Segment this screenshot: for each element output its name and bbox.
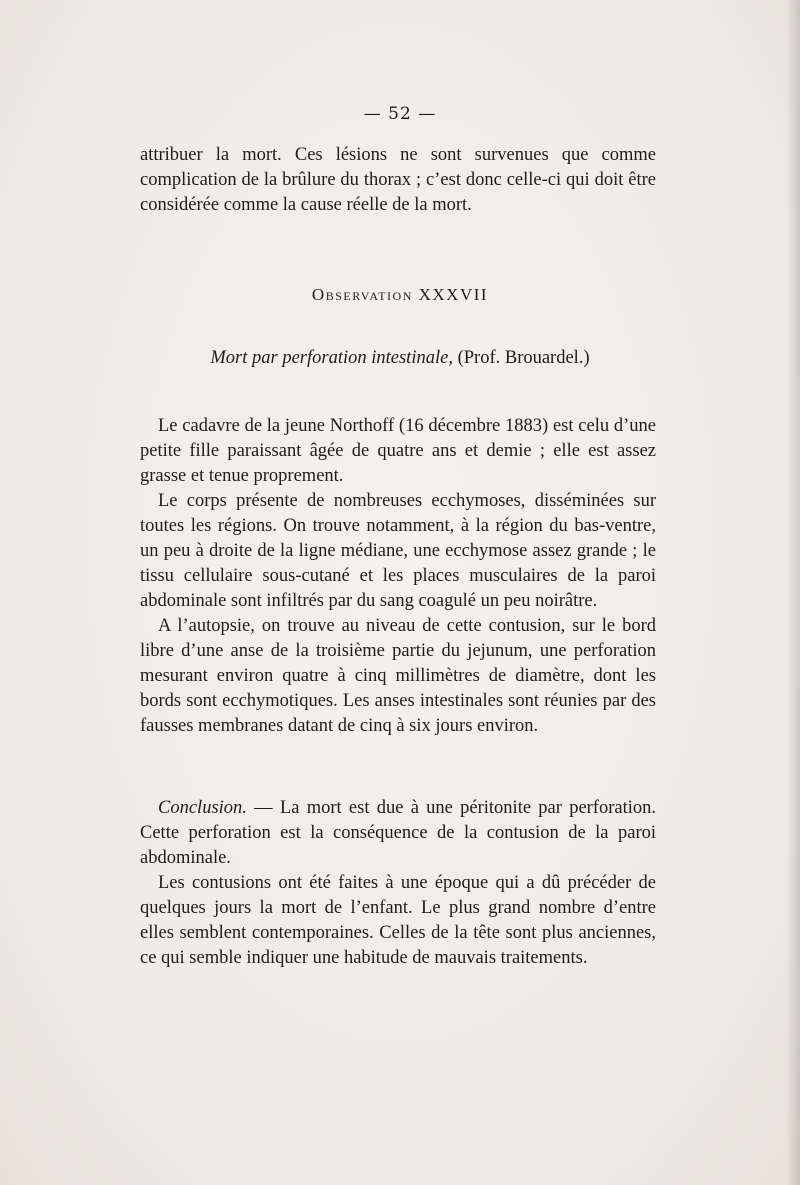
body-paragraph: Le cadavre de la jeune Northoff (16 décembre 1883) est celu d’une petite fille paraissant âgée de quatre ans et demie ; elle est assez grasse et tenue proprement. [140,416,656,486]
final-paragraph: Les contusions ont été faites à une époque qui a dû précéder de quelques jours la mort de l’enfant. Le plus grand nombre d’entre elles semblent contemporaines. Celles de la tête sont plus anciennes, ce qui semble indiquer une habitude de mauvais traitements. [140,873,656,968]
observation-title [0,285,800,305]
conclusion-paragraph [140,796,656,871]
observation-subtitle [0,348,800,369]
body-paragraph: Le corps présente de nombreuses ecchymoses, disséminées sur toutes les régions. On trouve notamment, à la région du bas-ventre, un peu à droite de la ligne médiane, une ecchymose assez grande ; le tissu cellulaire sous-cutané et les places musculaires de la paroi abdominale sont infiltrés par du sang coagulé un peu noirâtre. [140,491,656,611]
conclusion-text: La mort est due à une péritonite par perforation. Cette perforation est la conséquence de la contusion de la paroi abdominale. [140,798,656,868]
observation-title-prefix: Observation [311,285,413,304]
conclusion-dash: — [246,798,280,818]
observation-body [140,414,656,739]
observation-subtitle-rest: (Prof. Brouardel.) [452,348,590,368]
conclusion-heading: Conclusion. [158,798,247,818]
intro-paragraph: attribuer la mort. Ces lésions ne sont survenues que comme complication de la brûlure du thorax ; c’est donc celle-ci qui doit être considérée comme la cause réelle de la mort. [140,145,656,215]
page-edge-shadow [786,0,800,1185]
conclusion-block [140,796,656,971]
page-number: — 52 — [363,104,437,124]
observation-subtitle-italic: Mort par perforation intestinale, [210,348,453,368]
intro-paragraph-block [140,143,656,218]
body-paragraph: A l’autopsie, on trouve au niveau de cette contusion, sur le bord libre d’une anse de la troisième partie du jejunum, une perforation mesurant environ quatre à cinq millimètres de diamètre, dont les bords sont ecchymotiques. Les anses intestinales sont réunies par des fausses membranes datant de cinq à six jours environ. [140,616,656,736]
observation-title-number: XXXVII [418,285,489,304]
